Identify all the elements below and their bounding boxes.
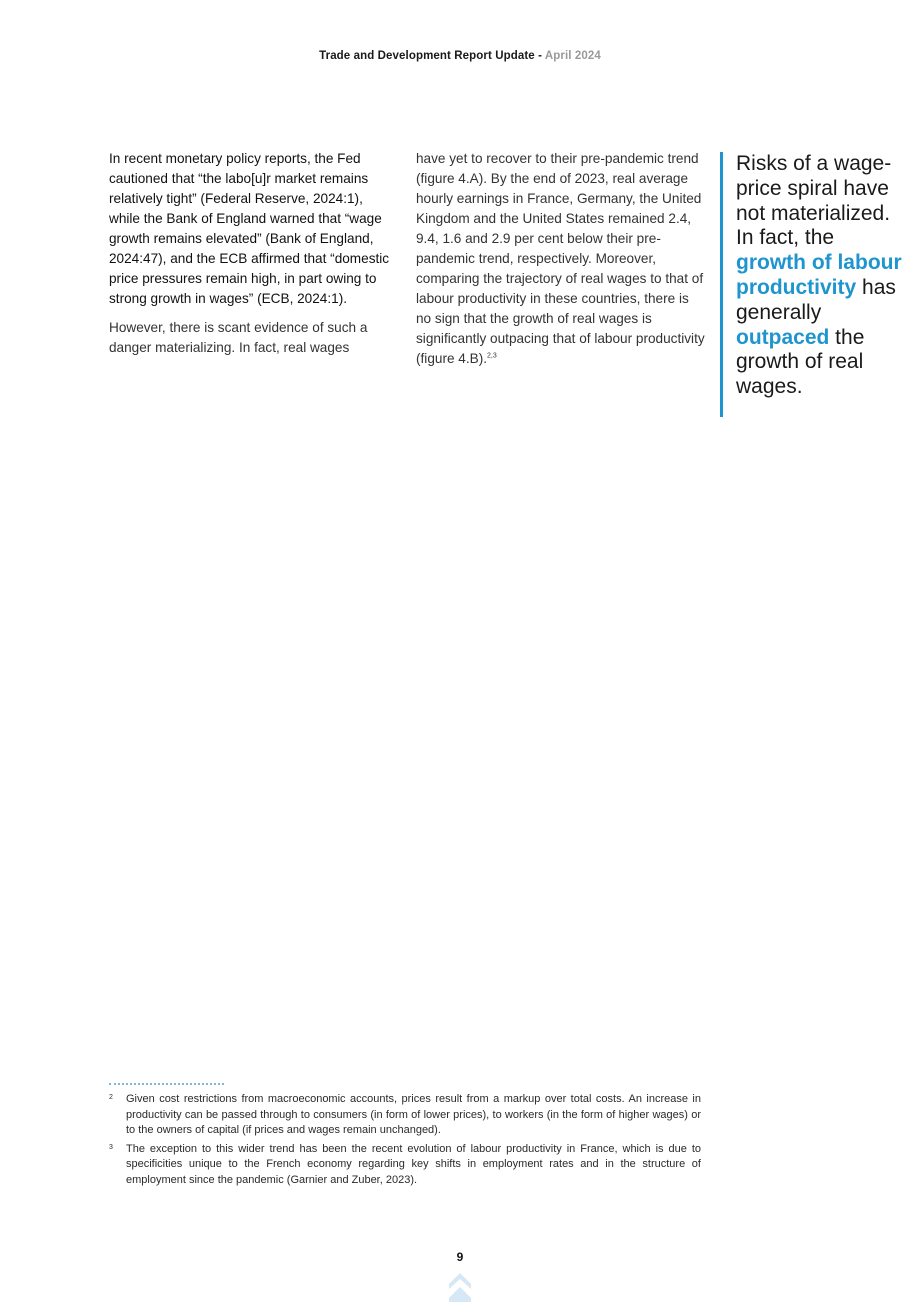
report-date: April 2024 — [544, 50, 601, 62]
footnote-number: 2 — [109, 1094, 113, 1101]
footnote-text: Given cost restrictions from macroeconomic accounts, prices result from a markup over total costs. An increase in productivity can be passed through to consumers (in form of lower prices), to workers (in the form of higher wages) or to the owners of capital (if prices and wages remain unchanged). — [126, 1093, 701, 1136]
pull-quote-text: the growth of real wages. — [736, 325, 865, 399]
footnote — [109, 1142, 701, 1189]
footnote-number: 3 — [109, 1143, 113, 1151]
footnote — [109, 1092, 701, 1139]
body-paragraph: However, there is scant evidence of such a danger materializing. In fact, real wages — [109, 320, 368, 355]
footnote-reference[interactable]: 2,3 — [487, 352, 497, 360]
body-paragraph — [416, 149, 706, 369]
double-chevron-up-icon[interactable] — [447, 1268, 473, 1302]
pull-quote-highlight: outpaced — [736, 325, 830, 349]
body-paragraph-text: have yet to recover to their pre-pandemic trend (figure 4.A). By the end of 2023, real average hourly earnings in France, Germany, the United Kingdom and the United States remained 2.4, 9.4, 1.6 and 2.9 per cent below their pre-pandemic trend, respectively. Moreover, comparing the trajectory of real wages to that of labour productivity in these countries, there is no sign that the growth of real wages is significantly outpacing that of labour productivity (figure 4.B). — [416, 151, 705, 366]
pull-quote — [720, 152, 905, 417]
text-column-left — [109, 149, 392, 367]
running-header — [0, 50, 920, 62]
pull-quote-highlight: growth of labour productivity — [736, 251, 902, 299]
text-column-middle — [416, 149, 706, 378]
pull-quote-text: has generally — [736, 275, 896, 324]
body-paragraph: In recent monetary policy reports, the Fed cautioned that “the labo[u]r market remains relatively tight” (Federal Reserve, 2024:1), while the Bank of England warned that “wage growth remains elevated” (Bank of England, 2024:47), and the ECB affirmed that “domestic price pressures remain high, in part owing to strong growth in wages” (ECB, 2024:1). — [109, 151, 390, 306]
footnotes — [109, 1092, 701, 1191]
pull-quote-text: Risks of a wage-price spiral have not materialized. In fact, the — [736, 152, 892, 250]
report-title: Trade and Development Report Update - — [319, 50, 545, 62]
footnote-text: The exception to this wider trend has been the recent evolution of labour productivity in France, which is due to specificities unique to the French economy regarding key shifts in employment rates and in the structure of employment since the pandemic (Garnier and Zuber, 2023). — [126, 1142, 701, 1186]
page-number: 9 — [456, 1250, 464, 1264]
footnote-divider — [109, 1083, 224, 1085]
